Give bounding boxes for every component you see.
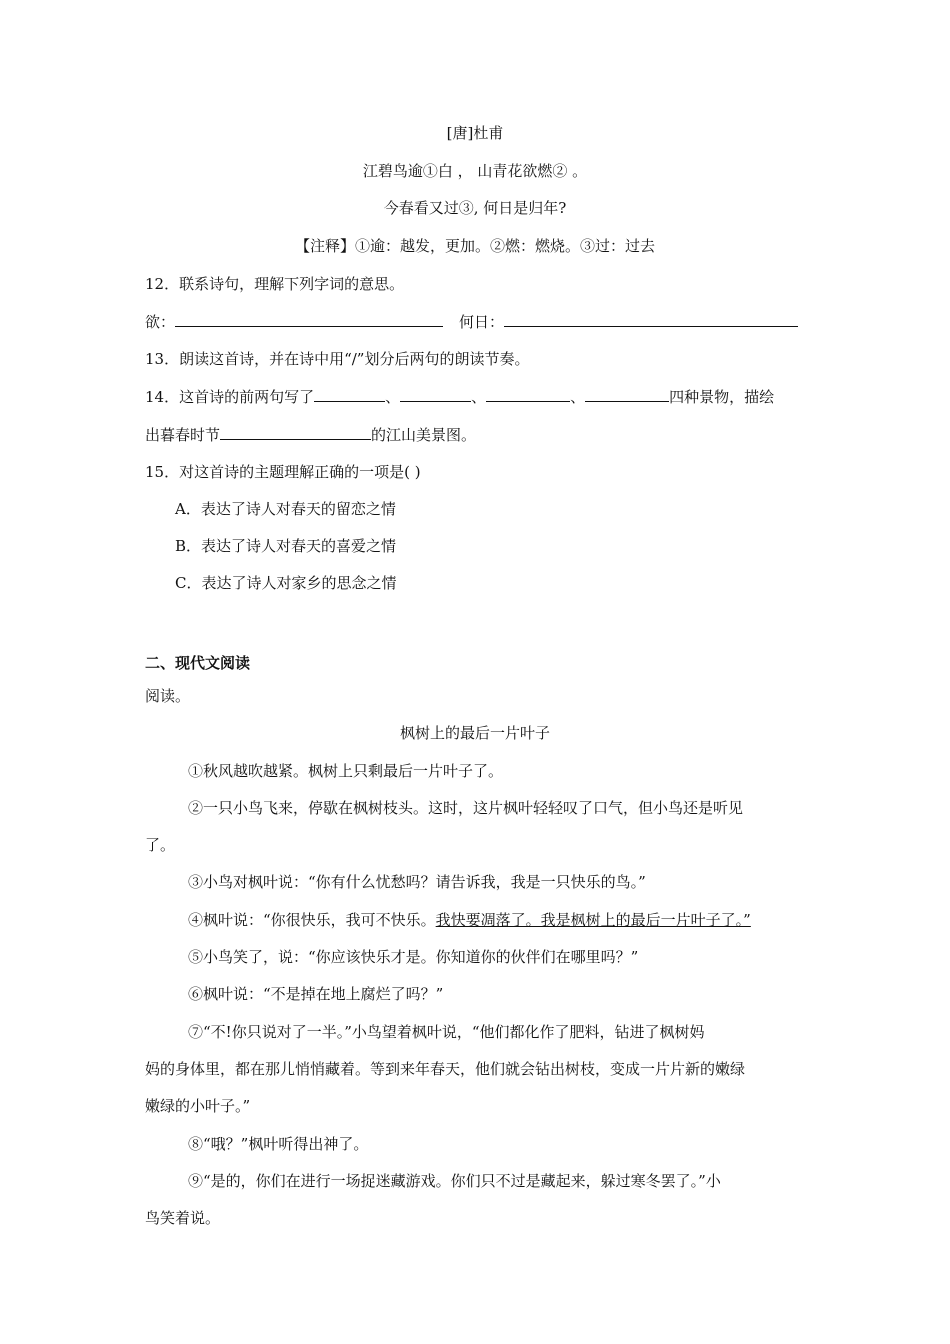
paragraph-2-line-2: 了。 — [145, 836, 176, 854]
paragraph-6: ⑥枫叶说：“不是掉在地上腐烂了吗？” — [188, 985, 444, 1003]
question-13: 13．朗读这首诗，并在诗中用“/”划分后两句的朗读节奏。 — [145, 350, 530, 368]
paragraph-1: ①秋风越吹越紧。枫树上只剩最后一片叶子了。 — [188, 762, 504, 780]
section-heading: 二、现代文阅读 — [145, 654, 251, 672]
q14-text-c: 出暮春时节 — [145, 426, 221, 444]
question-14-line-2 — [145, 424, 805, 446]
paragraph-7-line-2: 妈的身体里，都在那儿悄悄藏着。等到来年春天，他们就会钻出树枝，变成一片片新的嫩绿 — [145, 1060, 746, 1078]
paragraph-9-line-2: 鸟笑着说。 — [145, 1209, 221, 1227]
paragraph-4-underlined: 我快要凋落了。我是枫树上的最后一片叶子了。” — [435, 911, 751, 929]
passage-title: 枫树上的最后一片叶子 — [399, 724, 550, 742]
paragraph-9-line-1: ⑨“是的，你们在进行一场捉迷藏游戏。你们只不过是藏起来，躲过寒冬罢了。”小 — [188, 1172, 721, 1190]
paragraph-4 — [145, 909, 805, 931]
label-yu: 欲： — [145, 313, 176, 331]
q14-separator: 、 — [471, 388, 487, 406]
paragraph-3: ③小鸟对枫叶说：“你有什么忧愁吗？请告诉我，我是一只快乐的鸟。” — [188, 873, 646, 891]
question-15: 15．对这首诗的主题理解正确的一项是( ) — [145, 463, 421, 481]
answer-blank-scene-2[interactable] — [400, 386, 471, 402]
q14-text-d: 的江山美景图。 — [371, 426, 477, 444]
answer-blank-scene-1[interactable] — [314, 386, 385, 402]
poem-notes: 【注释】①逾：越发，更加。②燃：燃烧。③过：过去 — [294, 237, 655, 255]
paragraph-8: ⑧“哦？”枫叶听得出神了。 — [188, 1135, 369, 1153]
paragraph-5: ⑤小鸟笑了，说：“你应该快乐才是。你知道你的伙伴们在哪里吗？” — [188, 948, 639, 966]
answer-blank-yu[interactable] — [175, 311, 443, 327]
answer-blank-heri[interactable] — [504, 311, 798, 327]
poem-author: [唐]杜甫 — [446, 124, 504, 142]
q14-separator: 、 — [385, 388, 401, 406]
paragraph-4-text: ④枫叶说：“你很快乐，我可不快乐。 — [188, 911, 436, 929]
q14-text-b: 四种景物，描绘 — [669, 388, 775, 406]
paragraph-2-line-1: ②一只小鸟飞来，停歇在枫树枝头。这时，这片枫叶轻轻叹了口气，但小鸟还是听见 — [188, 799, 744, 817]
question-12-blanks — [145, 311, 805, 333]
option-b[interactable]: B．表达了诗人对春天的喜爱之情 — [175, 537, 397, 555]
instruction: 阅读。 — [145, 687, 191, 705]
poem-line-1: 江碧鸟逾①白 ， 山青花欲燃② 。 — [362, 162, 588, 180]
poem-line-2: 今春看又过③, 何日是归年? — [383, 199, 567, 217]
question-12: 12．联系诗句，理解下列字词的意思。 — [145, 275, 405, 293]
paragraph-7-line-1: ⑦“不!你只说对了一半。”小鸟望着枫叶说，“他们都化作了肥料，钻进了枫树妈 — [188, 1023, 705, 1041]
option-c[interactable]: C．表达了诗人对家乡的思念之情 — [175, 574, 397, 592]
option-a[interactable]: A．表达了诗人对春天的留恋之情 — [175, 500, 396, 518]
q14-separator: 、 — [570, 388, 586, 406]
label-heri: 何日： — [459, 313, 505, 331]
question-14-line-1 — [145, 386, 805, 408]
paragraph-7-line-3: 嫩绿的小叶子。” — [145, 1097, 251, 1115]
q14-text-a: 14．这首诗的前两句写了 — [145, 388, 315, 406]
answer-blank-season[interactable] — [220, 424, 371, 440]
answer-blank-scene-3[interactable] — [486, 386, 570, 402]
answer-blank-scene-4[interactable] — [585, 386, 669, 402]
